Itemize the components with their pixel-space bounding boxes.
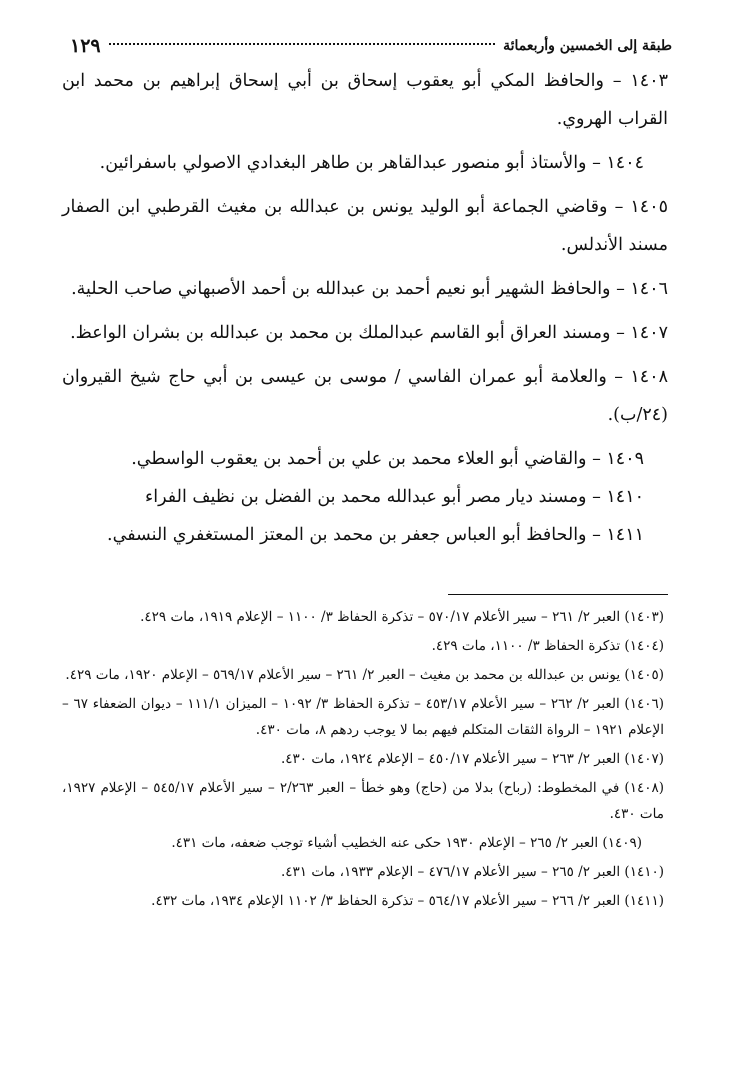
entry-1409: ١٤٠٩ – والقاضي أبو العلاء محمد بن علي بن أحمد بن يعقوب الواسطي. xyxy=(131,449,644,469)
footnote-1404: (١٤٠٤) تذكرة الحفاظ ٣/ ١١٠٠، مات ٤٢٩. xyxy=(431,638,664,654)
page-number: ١٢٩ xyxy=(70,35,101,57)
entry-1403: ١٤٠٣ – والحافظ المكي أبو يعقوب إسحاق بن أبي إسحاق إبراهيم بن محمد ابن القراب الهروي. xyxy=(62,71,668,129)
footnote-divider xyxy=(448,594,668,595)
entry-1408: ١٤٠٨ – والعلامة أبو عمران الفاسي / موسى بن عيسى بن أبي حاج شيخ القيروان (٢٤/ب). xyxy=(62,367,668,425)
footnote-1407: (١٤٠٧) العبر ٢/ ٢٦٣ – سير الأعلام ٤٥٠/١٧ – الإعلام ١٩٢٤، مات ٤٣٠. xyxy=(280,751,664,767)
leader-dots xyxy=(109,43,495,45)
entry-1405: ١٤٠٥ – وقاضي الجماعة أبو الوليد يونس بن عبدالله بن مغيث القرطبي ابن الصفار مسند الأندلس. xyxy=(62,197,668,255)
footnote-1403: (١٤٠٣) العبر ٢/ ٢٦١ – سير الأعلام ٥٧٠/١٧ – تذكرة الحفاظ ٣/ ١١٠٠ – الإعلام ١٩١٩، مات ٤٢٩. xyxy=(140,609,664,625)
footnote-1410: (١٤١٠) العبر ٢/ ٢٦٥ – سير الأعلام ٤٧٦/١٧ – الإعلام ١٩٣٣، مات ٤٣١. xyxy=(280,864,664,880)
footnote-1409: (١٤٠٩) العبر ٢/ ٢٦٥ – الإعلام ١٩٣٠ حكى عنه الخطيب أشياء توجب ضعفه، مات ٤٣١. xyxy=(171,835,642,851)
entry-1406: ١٤٠٦ – والحافظ الشهير أبو نعيم أحمد بن عبدالله بن أحمد الأصبهاني صاحب الحلية. xyxy=(71,279,668,299)
running-header xyxy=(70,34,672,58)
footnote-1406: (١٤٠٦) العبر ٢/ ٢٦٢ – سير الأعلام ٤٥٣/١٧ – تذكرة الحفاظ ٣/ ١٠٩٢ – الميزان ١١١/١ – ديوان الضعفاء ٦٧ – الإعلام ١٩٢١ – الرواة الثقات المتكلم فيهم بما لا يوجب ردهم ٨، مات ٤٣٠. xyxy=(62,696,664,738)
footnote-1405: (١٤٠٥) يونس بن عبدالله بن محمد بن مغيث – العبر ٢/ ٢٦١ – سير الأعلام ٥٦٩/١٧ – الإعلام ١٩٢٠، مات ٤٢٩. xyxy=(65,667,664,683)
biography-list xyxy=(62,62,668,554)
entry-1410: ١٤١٠ – ومسند ديار مصر أبو عبدالله محمد بن الفضل بن نظيف الفراء xyxy=(145,487,644,507)
entry-1404: ١٤٠٤ – والأستاذ أبو منصور عبدالقاهر بن طاهر البغدادي الاصولي باسفرائين. xyxy=(99,153,644,173)
footnote-1411: (١٤١١) العبر ٢/ ٢٦٦ – سير الأعلام ٥٦٤/١٧ – تذكرة الحفاظ ٣/ ١١٠٢ الإعلام ١٩٣٤، مات ٤٣٢. xyxy=(151,893,664,909)
running-title: طبقة إلى الخمسين وأربعمائة xyxy=(503,38,672,54)
entry-1407: ١٤٠٧ – ومسند العراق أبو القاسم عبدالملك بن محمد بن عبدالله بن بشران الواعظ. xyxy=(70,323,668,343)
footnotes xyxy=(62,604,664,917)
footnote-1408: (١٤٠٨) في المخطوط: (رباح) بدلا من (حاج) وهو خطأ – العبر ٢/٢٦٣ – سير الأعلام ٥٤٥/١٧ – الإعلام ١٩٢٧، مات ٤٣٠. xyxy=(62,780,664,822)
entry-1411: ١٤١١ – والحافظ أبو العباس جعفر بن محمد بن المعتز المستغفري النسفي. xyxy=(107,525,644,545)
